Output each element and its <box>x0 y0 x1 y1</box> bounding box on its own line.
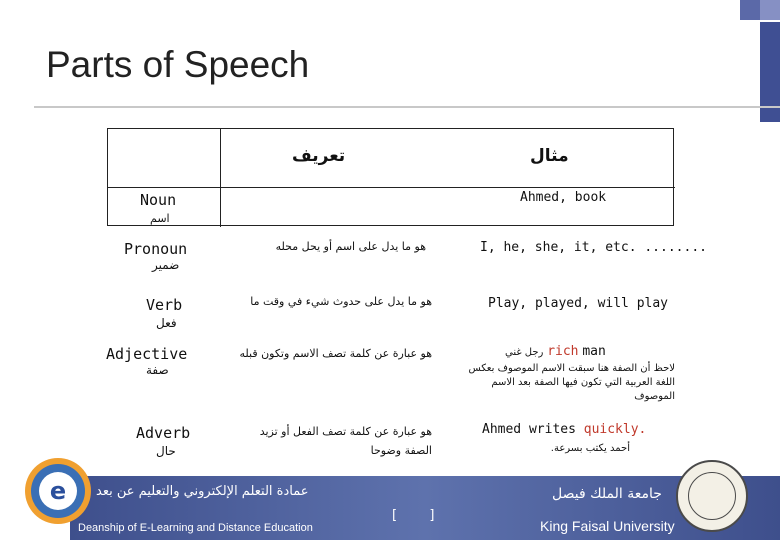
elearning-logo-icon <box>22 455 94 527</box>
adjective-highlight: rich <box>547 344 579 359</box>
verb-example: Play, played, will play <box>488 296 669 311</box>
adverb-example <box>482 422 646 437</box>
noun-example: Ahmed, book <box>520 190 607 205</box>
page-title: Parts of Speech <box>46 44 310 85</box>
adverb-highlight: quickly. <box>583 422 647 437</box>
seal-inner-ring <box>688 472 736 520</box>
header-example: مثال <box>530 146 569 166</box>
pos-adverb-en: Adverb <box>136 424 191 442</box>
pos-adverb-ar: حال <box>156 444 176 458</box>
corner-decoration <box>740 0 780 130</box>
pos-adjective-ar: صفة <box>146 363 169 377</box>
page-bracket-open: [ <box>392 508 398 523</box>
adjective-example-ar: رجل غني <box>505 347 544 358</box>
university-name-en: King Faisal University <box>540 518 675 534</box>
deanship-name-en: Deanship of E-Learning and Distance Education <box>78 522 313 534</box>
pos-adjective-en: Adjective <box>106 345 188 363</box>
adverb-example-ar: أحمد يكتب بسرعة. <box>550 443 630 454</box>
adjective-example-en: man <box>582 344 606 359</box>
adjective-note: لاحظ أن الصفة هنا سبقت الاسم الموصوف بعكس اللغة العربية التي تكون فيها الصفة بعد الاسم الموصوف <box>468 363 675 402</box>
corner-block <box>760 0 780 20</box>
pos-verb-ar: فعل <box>156 316 177 330</box>
pos-noun-ar: اسم <box>150 212 170 225</box>
page-bracket-close: ] <box>429 508 435 523</box>
adjective-definition: هو عبارة عن كلمة تصف الاسم وتكون قبله <box>239 347 432 360</box>
adverb-definition: هو عبارة عن كلمة تصف الفعل أو تزيد الصفة وضوحا <box>259 425 432 457</box>
definition-table-frame <box>107 128 674 226</box>
svg-text:e: e <box>49 477 67 505</box>
table-divider <box>108 187 675 188</box>
pos-pronoun-ar: ضمير <box>152 258 180 272</box>
corner-block <box>740 0 760 20</box>
pos-noun-en: Noun <box>140 191 177 209</box>
adverb-example-en: Ahmed writes <box>482 422 576 437</box>
table-divider <box>220 129 221 227</box>
university-seal-icon <box>676 460 748 532</box>
pronoun-definition: هو ما يدل على اسم أو يحل محله <box>275 240 426 253</box>
pronoun-example: I, he, she, it, etc. ........ <box>480 240 707 255</box>
page-number <box>392 508 434 523</box>
deanship-name-ar: عمادة التعلم الإلكتروني والتعليم عن بعد <box>96 484 309 499</box>
verb-definition: هو ما يدل على حدوث شيء في وقت ما <box>250 295 432 308</box>
pos-pronoun-en: Pronoun <box>124 240 188 258</box>
university-name-ar: جامعة الملك فيصل <box>552 486 662 502</box>
pos-verb-en: Verb <box>146 296 183 314</box>
header-definition: تعريف <box>292 146 346 166</box>
adjective-example <box>505 344 745 359</box>
title-divider <box>34 106 780 108</box>
